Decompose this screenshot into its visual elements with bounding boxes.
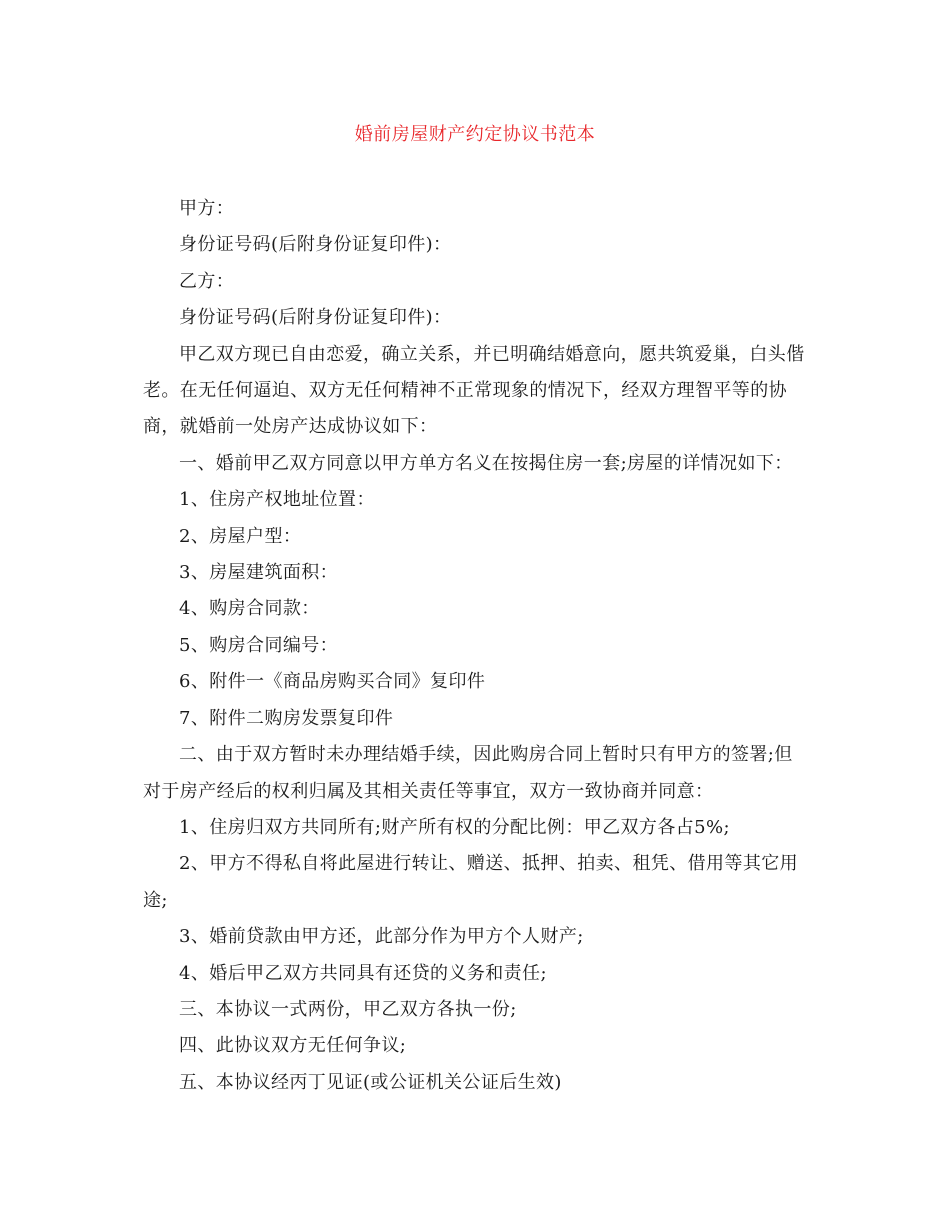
document-title: 婚前房屋财产约定协议书范本 bbox=[354, 124, 596, 145]
clause-one-item-6: 6、附件一《商品房购买合同》复印件 bbox=[179, 671, 486, 693]
party-b-label: 乙方： bbox=[179, 270, 235, 292]
clause-one-item-4: 4、购房合同款： bbox=[179, 598, 320, 620]
party-a-label: 甲方： bbox=[179, 198, 235, 219]
clause-two-item-3: 3、婚前贷款由甲方还，此部分作为甲方个人财产; bbox=[179, 926, 584, 948]
clause-two-item-4: 4、婚后甲乙双方共同具有还贷的义务和责任; bbox=[179, 962, 547, 984]
clause-three: 三、本协议一式两份，甲乙双方各执一份; bbox=[179, 998, 517, 1020]
clause-one-item-3: 3、房屋建筑面积： bbox=[179, 562, 339, 584]
party-b-id-label: 身份证号码(后附身份证复印件)： bbox=[179, 307, 452, 329]
preamble-paragraph: 甲乙双方现已自由恋爱，确立关系，并已明确结婚意向，愿共筑爱巢，白头偕老。在无任何逼迫、双方无任何精神不正常现象的情况下，经双方理智平等的协商，就婚前一处房产达成协议如下： bbox=[143, 343, 805, 438]
clause-one: 一、婚前甲乙双方同意以甲方单方名义在按揭住房一套;房屋的详情况如下： bbox=[179, 452, 793, 474]
clause-five: 五、本协议经丙丁见证(或公证机关公证后生效) bbox=[179, 1071, 562, 1093]
clause-one-item-2: 2、房屋户型： bbox=[179, 525, 302, 547]
clause-two: 二、由于双方暂时未办理结婚手续，因此购房合同上暂时只有甲方的签署;但对于房产经后的权利归属及其相关责任等事宜，双方一致协商并同意： bbox=[143, 744, 793, 802]
clause-one-item-1: 1、住房产权地址位置： bbox=[179, 489, 375, 511]
document-body bbox=[143, 191, 808, 1101]
clause-one-item-7: 7、附件二购房发票复印件 bbox=[179, 707, 394, 729]
clause-two-item-2: 2、甲方不得私自将此屋进行转让、赠送、抵押、拍卖、租凭、借用等其它用途; bbox=[143, 853, 799, 911]
party-a-id-label: 身份证号码(后附身份证复印件)： bbox=[179, 234, 452, 256]
clause-four: 四、此协议双方无任何争议; bbox=[179, 1035, 407, 1057]
clause-one-item-5: 5、购房合同编号： bbox=[179, 634, 339, 656]
clause-two-item-1: 1、住房归双方共同所有;财产所有权的分配比例：甲乙双方各占5%; bbox=[179, 816, 730, 838]
